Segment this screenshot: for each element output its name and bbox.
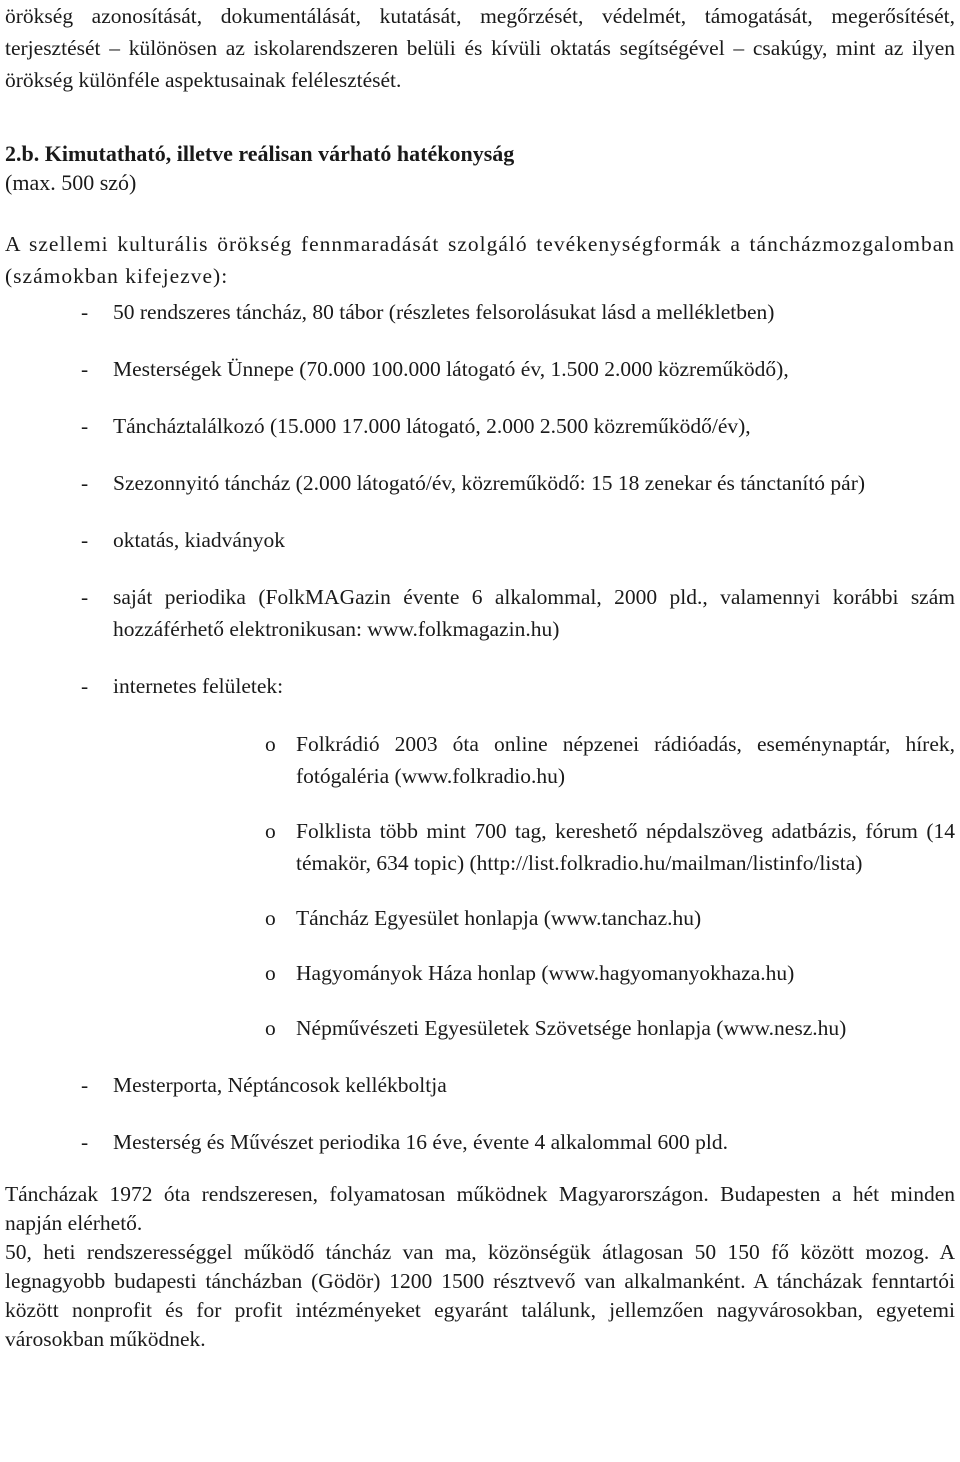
section-heading: 2.b. Kimutatható, illetve reálisan várható hatékonyság (5, 141, 515, 166)
sublist-item: o Táncház Egyesület honlapja (www.tanchaz.hu) (113, 902, 955, 934)
list-item: - 50 rendszeres táncház, 80 tábor (részletes felsorolásukat lásd a mellékletben) (5, 296, 955, 328)
list-item: - Táncháztalálkozó (15.000 17.000 látogató, 2.000 2.500 közreműködő/év), (5, 410, 955, 442)
list-item: - oktatás, kiadványok (5, 524, 955, 556)
activity-list (5, 296, 955, 1158)
intro-paragraph: örökség azonosítását, dokumentálását, kutatását, megőrzését, védelmét, támogatását, megerősítését, terjesztését – különösen az iskolarendszeren belüli és kívüli oktatás segítségével – csakúgy, mint az ilyen örökség különféle aspektusainak felélesztését. (5, 4, 955, 92)
sublist-item: o Hagyományok Háza honlap (www.hagyomanyokhaza.hu) (113, 957, 955, 989)
internet-sublist (113, 728, 955, 1044)
list-item-label: internetes felületek: (113, 674, 284, 698)
sublist-item: o Népművészeti Egyesületek Szövetsége honlapja (www.nesz.hu) (113, 1012, 955, 1044)
document-page (5, 0, 955, 1354)
sublist-item: o Folklista több mint 700 tag, kereshető népdalszöveg adatbázis, fórum (14 témakör, 634 topic) (http://list.folkradio.hu/mailman/listinfo/lista) (113, 815, 955, 879)
list-item: - saját periodika (FolkMAGazin évente 6 alkalommal, 2000 pld., valamennyi korábbi szám hozzáférhető elektronikusan: www.folkmagazin.hu) (5, 581, 955, 645)
list-item-internet (5, 670, 955, 1044)
closing-paragraph: 50, heti rendszerességgel működő táncház van ma, közönségük átlagosan 50 150 fő között mozog. A legnagyobb budapesti táncházban (Gödör) 1200 1500 résztvevő van alkalmanként. A táncházak fenntartói között nonprofit és for profit intézményeket egyaránt találunk, jellemzően nagyvárosokban, egyetemi városokban működnek. (5, 1240, 955, 1351)
list-item: - Szezonnyitó táncház (2.000 látogató/év, közreműködő: 15 18 zenekar és tánctanító pár) (5, 467, 955, 499)
closing-paragraph: Táncházak 1972 óta rendszeresen, folyamatosan működnek Magyarországon. Budapesten a hét minden napján elérhető. (5, 1182, 955, 1235)
closing-text (5, 1180, 955, 1354)
list-item: - Mesterporta, Néptáncosok kellékboltja (5, 1069, 955, 1101)
list-item: - Mesterség és Művészet periodika 16 éve, évente 4 alkalommal 600 pld. (5, 1126, 955, 1158)
list-item: - Mesterségek Ünnepe (70.000 100.000 látogató év, 1.500 2.000 közreműködő), (5, 353, 955, 385)
lead-paragraph: A szellemi kulturális örökség fennmaradását szolgáló tevékenységformák a táncházmozgalomban (számokban kifejezve): (5, 232, 955, 288)
sublist-item: o Folkrádió 2003 óta online népzenei rádióadás, eseménynaptár, hírek, fotógaléria (www.folkradio.hu) (113, 728, 955, 792)
section-word-limit: (max. 500 szó) (5, 170, 137, 195)
